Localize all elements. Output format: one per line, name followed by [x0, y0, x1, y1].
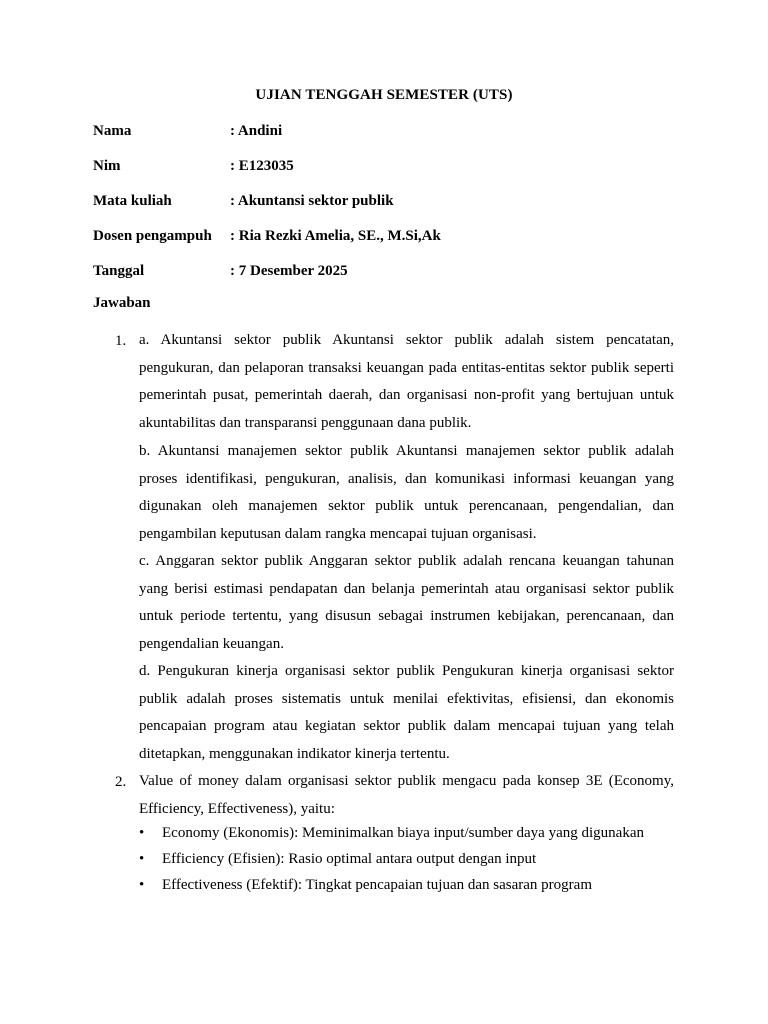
answer-1c: c. Anggaran sektor publik Anggaran sektor publik adalah rencana keuangan tahunan yang berisi estimasi pendapatan dan belanja pemerintah atau organisasi sektor publik untuk periode tertentu, yang disusun sebagai instrumen kebijakan, perencanaan, dan pengendalian keuangan.: [139, 553, 674, 652]
info-label: Mata kuliah: [93, 193, 172, 209]
bullet-icon: •: [139, 825, 145, 841]
info-label: Tanggal: [93, 263, 145, 279]
list-item-text: Effectiveness (Efektif): Tingkat pencapaian tujuan dan sasaran program: [162, 877, 592, 893]
info-value: : 7 Desember 2025: [230, 263, 348, 279]
answer-2-intro: Value of money dalam organisasi sektor publik mengacu pada konsep 3E (Economy, Efficiency, Effectiveness), yaitu:: [139, 773, 674, 817]
info-label: Dosen pengampuh: [93, 228, 212, 244]
answer-1b: b. Akuntansi manajemen sektor publik Akuntansi manajemen sektor publik adalah proses identifikasi, pengukuran, analisis, dan komunikasi informasi keuangan yang digunakan oleh manajemen sektor publik untuk perencanaan, pengendalian, dan pengambilan keputusan dalam rangka mencapai tujuan organisasi.: [139, 443, 674, 542]
bullet-icon: •: [139, 851, 145, 867]
page-title: UJIAN TENGGAH SEMESTER (UTS): [255, 87, 513, 103]
bullet-icon: •: [139, 877, 145, 893]
info-value: : E123035: [230, 158, 294, 174]
list-item-text: Economy (Ekonomis): Meminimalkan biaya input/sumber daya yang digunakan: [162, 825, 644, 841]
info-value: : Ria Rezki Amelia, SE., M.Si,Ak: [230, 228, 441, 244]
answer-number: 2.: [115, 774, 127, 790]
answer-number: 1.: [115, 333, 127, 349]
jawaban-heading: Jawaban: [93, 295, 151, 311]
answer-1d: d. Pengukuran kinerja organisasi sektor publik Pengukuran kinerja organisasi sektor publik adalah proses sistematis untuk menilai efektivitas, efisiensi, dan ekonomis pencapaian program atau kegiatan sektor publik dalam mencapai tujuan yang telah ditetapkan, menggunakan indikator kinerja tertentu.: [139, 663, 674, 762]
info-value: : Akuntansi sektor publik: [230, 193, 394, 209]
answer-1a: a. Akuntansi sektor publik Akuntansi sektor publik adalah sistem pencatatan, pengukuran, dan pelaporan transaksi keuangan pada entitas-entitas sektor publik seperti pemerintah pusat, pemerintah daerah, dan organisasi non-profit yang bertujuan untuk akuntabilitas dan transparansi penggunaan dana publik.: [139, 332, 674, 431]
info-label: Nim: [93, 158, 121, 174]
list-item-text: Efficiency (Efisien): Rasio optimal antara output dengan input: [162, 851, 537, 867]
info-value: : Andini: [230, 123, 283, 139]
info-label: Nama: [93, 123, 132, 139]
